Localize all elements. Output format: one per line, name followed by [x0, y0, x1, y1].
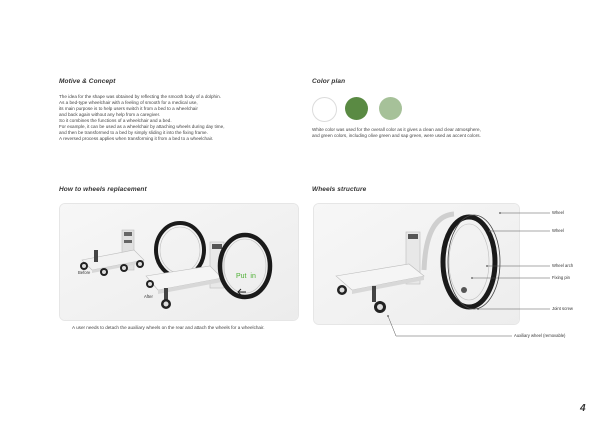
before-label: Before: [78, 270, 91, 275]
replacement-illustration: [60, 204, 298, 320]
color-plan-paragraph: [312, 127, 481, 139]
after-label: After: [144, 294, 153, 299]
motive-line: its main purpose is to help users switch it from a bed to a wheelchair: [59, 106, 198, 111]
color-plan-title: Color plan: [312, 78, 346, 85]
structure-title: Wheels structure: [312, 186, 367, 193]
motive-line: and then be transformed to a bed by simply sliding it into the fixing frame.: [59, 130, 208, 135]
motive-line: As a bed-type wheelchair with a feeling of smooth for a medical use,: [59, 100, 198, 105]
callout-wheel-arch: Wheel arch: [552, 263, 574, 268]
replacement-image-panel: [59, 203, 299, 321]
callout-auxiliary-wheel: Auxiliary wheel (removable): [514, 333, 566, 338]
motive-line: The idea for the shape was obtained by reflecting the smooth body of a dolphin.: [59, 94, 221, 99]
olive-green-swatch: [345, 97, 368, 120]
callout-wheel-outer: Wheel: [552, 210, 564, 215]
callout-joint-screw: Joint screw: [552, 306, 573, 311]
replacement-caption: A user needs to detach the auxiliary wheels on the rear and attach the wheels for a wheelchair.: [72, 325, 265, 330]
white-swatch: [312, 97, 337, 122]
motive-line: For example, it can be used as a wheelchair by attaching wheels during day time,: [59, 124, 225, 129]
page-number: 4: [580, 403, 586, 414]
motive-title: Motive & Concept: [59, 78, 116, 85]
motive-line: A reversed process applies when transforming it from a bed to a wheelchair.: [59, 136, 214, 141]
callout-fixing-pin: Fixing pin: [552, 275, 570, 280]
motive-paragraph: [59, 94, 224, 142]
motive-line: So it combines the functions of a wheelchair and a bed.: [59, 118, 172, 123]
replacement-title: How to wheels replacement: [59, 186, 147, 193]
callout-wheel-inner: Wheel: [552, 228, 564, 233]
color-plan-line: White color was used for the overall color as it gives a clean and clear atmosphere,: [312, 127, 481, 132]
put-in-label: Put in: [236, 273, 256, 280]
color-plan-line: and green colors, including olive green and sap green, were used as accent colors.: [312, 133, 481, 138]
sap-green-swatch: [379, 97, 402, 120]
motive-line: and back again without any help from a caregiver.: [59, 112, 161, 117]
